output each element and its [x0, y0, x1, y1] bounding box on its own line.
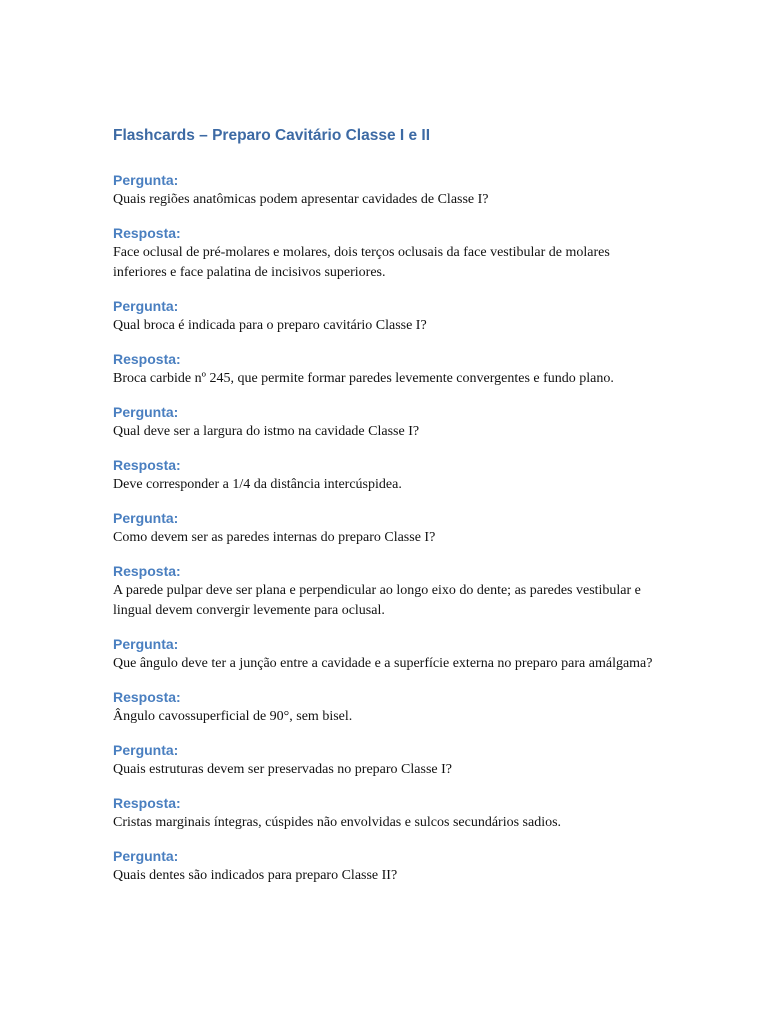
answer-block	[113, 349, 653, 389]
question-text: Quais dentes são indicados para preparo Classe II?	[113, 868, 398, 883]
question-block	[113, 740, 653, 780]
answer-label: Resposta:	[113, 225, 181, 241]
answer-block	[113, 223, 653, 283]
answer-label: Resposta:	[113, 457, 181, 473]
answer-text: Broca carbide nº 245, que permite formar paredes levemente convergentes e fundo plano.	[113, 371, 614, 386]
question-label: Pergunta:	[113, 636, 179, 652]
question-text: Quais estruturas devem ser preservadas no preparo Classe I?	[113, 762, 452, 777]
question-text: Como devem ser as paredes internas do preparo Classe I?	[113, 530, 436, 545]
answer-label: Resposta:	[113, 563, 181, 579]
answer-text: Cristas marginais íntegras, cúspides não envolvidas e sulcos secundários sadios.	[113, 815, 562, 830]
answer-block	[113, 561, 653, 621]
question-text: Quais regiões anatômicas podem apresentar cavidades de Classe I?	[113, 192, 489, 207]
document-title: Flashcards – Preparo Cavitário Classe I e II	[113, 127, 431, 144]
question-block	[113, 170, 653, 210]
question-text: Qual deve ser a largura do istmo na cavidade Classe I?	[113, 424, 420, 439]
answer-text: Face oclusal de pré-molares e molares, dois terços oclusais da face vestibular de molares inferiores e face palatina de incisivos superiores.	[113, 245, 610, 280]
question-block	[113, 402, 653, 442]
answer-text: Ângulo cavossuperficial de 90°, sem bisel.	[113, 709, 353, 724]
question-block	[113, 508, 653, 548]
question-text: Que ângulo deve ter a junção entre a cavidade e a superfície externa no preparo para amálgama?	[113, 656, 653, 671]
question-label: Pergunta:	[113, 848, 179, 864]
question-text: Qual broca é indicada para o preparo cavitário Classe I?	[113, 318, 427, 333]
answer-block	[113, 455, 653, 495]
document-page	[113, 124, 653, 899]
answer-label: Resposta:	[113, 351, 181, 367]
question-label: Pergunta:	[113, 742, 179, 758]
answer-label: Resposta:	[113, 795, 181, 811]
answer-label: Resposta:	[113, 689, 181, 705]
answer-text: Deve corresponder a 1/4 da distância intercúspidea.	[113, 477, 402, 492]
question-label: Pergunta:	[113, 510, 179, 526]
answer-block	[113, 687, 653, 727]
question-label: Pergunta:	[113, 298, 179, 314]
question-label: Pergunta:	[113, 404, 179, 420]
question-block	[113, 296, 653, 336]
answer-block	[113, 793, 653, 833]
question-block	[113, 634, 653, 674]
question-block	[113, 846, 653, 886]
answer-text: A parede pulpar deve ser plana e perpendicular ao longo eixo do dente; as paredes vestibular e lingual devem convergir levemente para oclusal.	[113, 583, 641, 618]
question-label: Pergunta:	[113, 172, 179, 188]
